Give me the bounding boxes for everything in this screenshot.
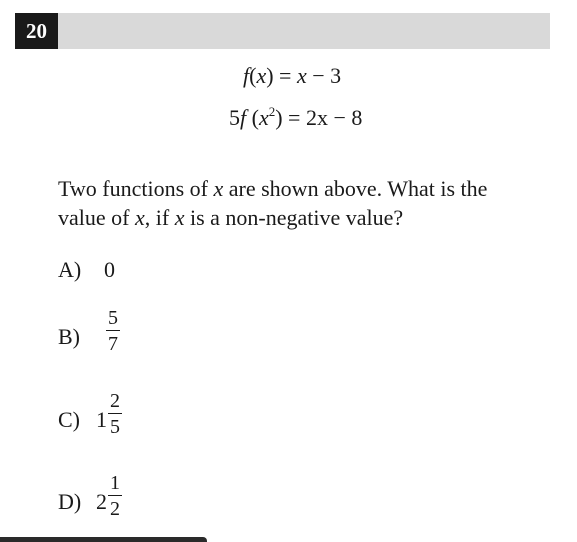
equation-1 bbox=[243, 63, 341, 89]
equation-1-function: f bbox=[243, 63, 250, 88]
equation-2-arg-close: ) bbox=[275, 105, 283, 130]
choice-b-letter: B) bbox=[58, 324, 80, 349]
choice-d-letter: D) bbox=[58, 489, 82, 514]
choice-c-letter: C) bbox=[58, 407, 80, 432]
choice-b[interactable] bbox=[58, 324, 104, 350]
equation-2-function: f bbox=[240, 105, 247, 130]
choice-d-denominator: 2 bbox=[110, 498, 120, 520]
choice-c-denominator: 5 bbox=[110, 416, 120, 438]
equation-2-rhs: = 2x − 8 bbox=[282, 105, 363, 130]
choice-c-numerator: 2 bbox=[110, 390, 120, 412]
question-number: 20 bbox=[15, 13, 58, 49]
choice-d-whole: 2 bbox=[96, 489, 107, 514]
choice-b-fraction bbox=[106, 307, 120, 355]
choice-a[interactable] bbox=[58, 257, 115, 283]
question-header-bar bbox=[15, 13, 550, 49]
equation-2-coefficient: 5 bbox=[229, 105, 240, 130]
choice-b-fraction-bar bbox=[106, 330, 120, 331]
equation-2 bbox=[229, 105, 362, 131]
choice-c-fraction bbox=[108, 390, 122, 438]
question-stem: Two functions of x are shown above. What is the value of x, if x is a non-negative value? bbox=[58, 176, 488, 230]
choice-a-letter: A) bbox=[58, 257, 82, 282]
choice-d-fraction-bar bbox=[108, 495, 122, 496]
equation-2-arg-open: (x bbox=[246, 105, 269, 130]
bottom-tab-edge bbox=[0, 537, 207, 542]
choice-c-fraction-bar bbox=[108, 413, 122, 414]
equation-1-argument: (x) bbox=[249, 63, 274, 88]
choice-d-numerator: 1 bbox=[110, 472, 120, 494]
choice-b-denominator: 7 bbox=[108, 333, 118, 355]
choice-d-fraction bbox=[108, 472, 122, 520]
equation-2-exponent: 2 bbox=[268, 104, 276, 119]
choice-b-numerator: 5 bbox=[108, 307, 118, 329]
equation-1-rhs: = x − 3 bbox=[273, 63, 342, 88]
choice-c-whole: 1 bbox=[96, 407, 107, 432]
choice-a-value: 0 bbox=[104, 257, 115, 282]
